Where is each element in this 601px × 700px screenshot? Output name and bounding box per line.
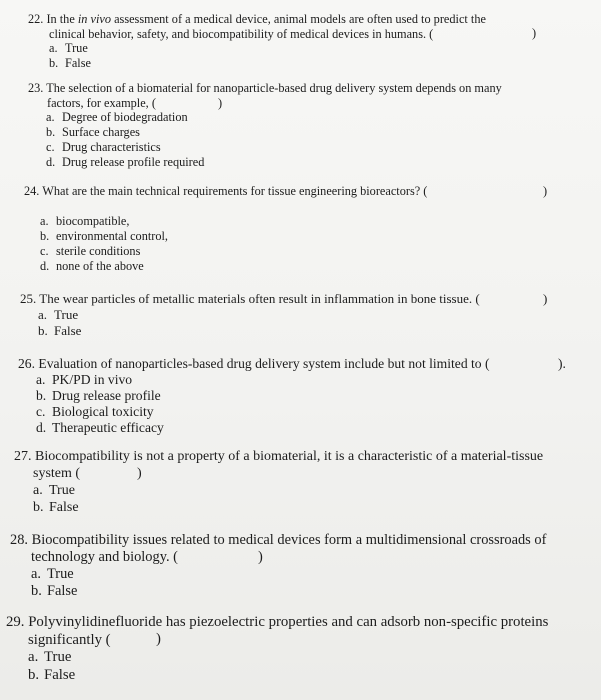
question-number: 29. xyxy=(6,614,25,630)
option-d[interactable]: d. Drug release profile required xyxy=(46,154,205,169)
option-c[interactable]: c. sterile conditions xyxy=(40,244,141,258)
option-d[interactable]: d. Therapeutic efficacy xyxy=(36,420,164,435)
option-a[interactable]: a. True xyxy=(33,483,75,498)
question-stem: 29. Polyvinylidinefluoride has piezoelectric properties and can adsorb non-specific proteins xyxy=(6,614,549,630)
option-b[interactable]: b. False xyxy=(31,583,78,599)
question-stem: 26. Evaluation of nanoparticles-based drug delivery system include but not limited to ( xyxy=(18,356,490,371)
question-stem: 28. Biocompatibility issues related to medical devices form a multidimensional crossroads of xyxy=(10,532,547,548)
option-a[interactable]: a. PK/PD in vivo xyxy=(36,372,133,387)
answer-blank-close[interactable]: ) xyxy=(258,549,263,565)
option-b[interactable]: b. environmental control, xyxy=(40,229,169,243)
option-b[interactable]: b. False xyxy=(49,55,91,70)
question-number: 26. xyxy=(18,356,35,371)
question-stem: 24. What are the main technical requirements for tissue engineering bioreactors? ( xyxy=(24,184,428,198)
option-a[interactable]: a. True xyxy=(49,41,88,55)
question-stem-continued: significantly ( xyxy=(28,631,111,648)
question-number: 24. xyxy=(24,184,40,198)
question-26 xyxy=(0,356,601,436)
question-number: 25. xyxy=(20,291,37,306)
option-a[interactable]: a. True xyxy=(38,307,79,322)
option-d[interactable]: d. none of the above xyxy=(40,259,144,273)
question-number: 27. xyxy=(14,449,32,464)
question-29 xyxy=(0,614,601,684)
question-27 xyxy=(0,448,601,516)
question-stem-continued: clinical behavior, safety, and biocompatibility of medical devices in humans. ( xyxy=(49,26,434,41)
question-28 xyxy=(0,532,601,600)
question-number: 23. xyxy=(28,81,44,95)
answer-blank-close[interactable]: ) xyxy=(156,631,161,647)
option-b[interactable]: b. False xyxy=(38,323,82,338)
answer-blank-close[interactable]: ) xyxy=(532,26,537,40)
question-24 xyxy=(0,184,601,274)
option-b[interactable]: b. False xyxy=(33,500,79,515)
answer-blank-close[interactable]: ) xyxy=(543,184,548,198)
question-number: 28. xyxy=(10,532,28,548)
question-stem: 27. Biocompatibility is not a property of a biomaterial, it is a characteristic of a material-tissue xyxy=(14,449,544,464)
options-list xyxy=(0,214,601,274)
answer-blank-close[interactable]: ) xyxy=(137,466,142,481)
question-stem-continued: system ( xyxy=(33,466,81,481)
option-b[interactable]: b. False xyxy=(28,666,76,683)
answer-blank-close[interactable]: ) xyxy=(543,291,548,306)
answer-blank-close[interactable]: ) xyxy=(218,96,223,110)
question-23 xyxy=(0,81,601,169)
option-b[interactable]: b. Drug release profile xyxy=(36,388,161,403)
question-stem-continued: factors, for example, ( xyxy=(47,95,156,110)
emphasis-text: in vivo xyxy=(77,12,111,26)
answer-blank-close[interactable]: ). xyxy=(558,356,566,371)
question-22 xyxy=(0,12,601,70)
option-a[interactable]: a. biocompatible, xyxy=(40,214,130,228)
question-stem: 22. In the in vivo assessment of a medical device, animal models are often used to predict the xyxy=(28,12,486,26)
option-a[interactable]: a. True xyxy=(31,566,74,582)
option-a[interactable]: a. Degree of biodegradation xyxy=(46,110,188,125)
option-c[interactable]: c. Drug characteristics xyxy=(46,139,161,154)
question-number: 22. xyxy=(28,12,44,26)
option-c[interactable]: c. Biological toxicity xyxy=(36,404,154,419)
question-stem: 23. The selection of a biomaterial for nanoparticle-based drug delivery system depends on many xyxy=(28,81,502,95)
question-stem-continued: technology and biology. ( xyxy=(31,549,178,565)
question-stem: 25. The wear particles of metallic materials often result in inflammation in bone tissue. ( xyxy=(20,291,480,306)
option-b[interactable]: b. Surface charges xyxy=(46,125,140,140)
option-a[interactable]: a. True xyxy=(28,649,72,665)
question-25 xyxy=(0,291,601,339)
